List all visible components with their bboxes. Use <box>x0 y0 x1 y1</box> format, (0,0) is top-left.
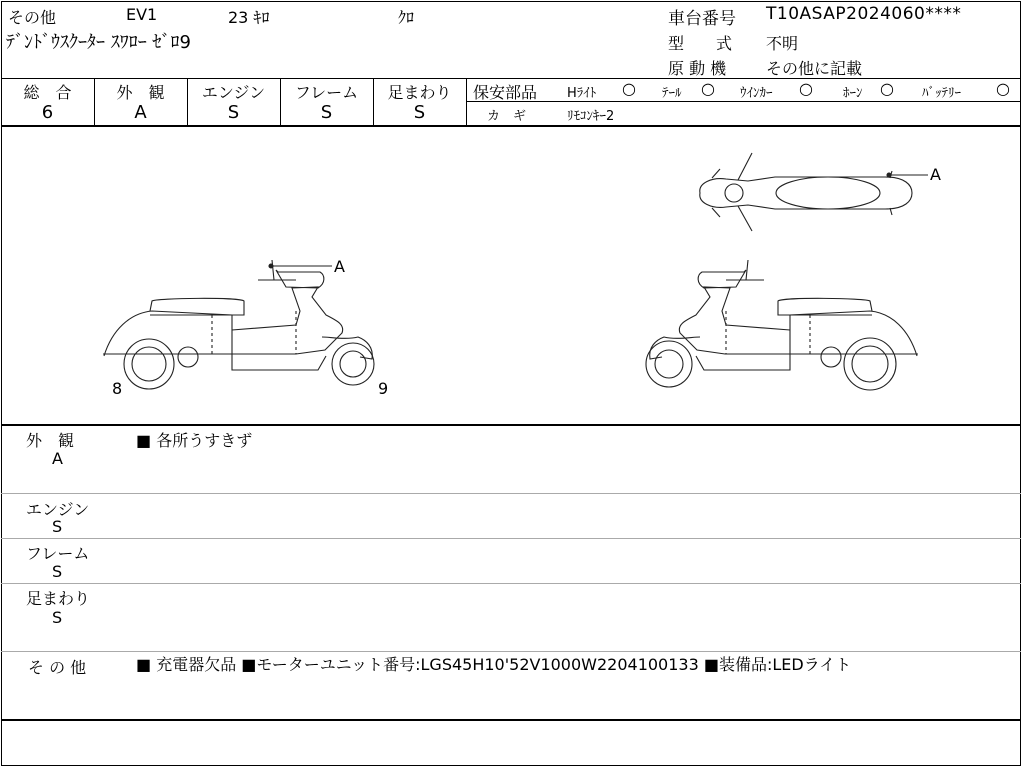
color: ｸﾛ <box>398 8 415 27</box>
safety-item-tail: ﾃｰﾙ <box>662 86 682 101</box>
grade-value-frame: S <box>320 102 333 123</box>
frame-no-value: T10ASAP2024060**** <box>766 4 962 24</box>
detail-bottom-border <box>1 719 1021 721</box>
mileage: 23 ｷﾛ <box>228 8 270 27</box>
safety-mark-headlight: ○ <box>622 79 636 98</box>
safety-item-winker: ｳｲﾝｶｰ <box>740 86 773 101</box>
model-code: EV1 <box>126 5 158 24</box>
grade-top-border <box>1 78 1021 79</box>
grade-value-suspension: S <box>413 102 426 123</box>
detail-label-suspension: 足まわり <box>26 589 91 608</box>
model-name: ﾃﾞﾝﾄﾞｳｽｸｰﾀｰ ｽﾜﾛｰ ｾﾞﾛ9 <box>6 32 191 53</box>
grade-label-suspension: 足まわり <box>387 83 452 102</box>
scooter-right-view <box>646 260 918 390</box>
grade-label-engine: エンジン <box>201 83 266 102</box>
type-label: 型 式 <box>668 34 733 53</box>
safety-mark-horn: ○ <box>880 79 894 98</box>
marker-9: 9 <box>378 379 389 398</box>
grade-col-divider <box>466 78 467 125</box>
detail-label-frame: フレーム <box>26 544 90 563</box>
grade-label-frame: フレーム <box>294 83 359 102</box>
marker-8: 8 <box>112 379 123 398</box>
scooter-diagram <box>0 125 1024 425</box>
detail-label-engine: エンジン <box>26 500 90 519</box>
engine-label: 原 動 機 <box>668 59 727 78</box>
safety-mark-winker: ○ <box>799 79 813 98</box>
type-value: 不明 <box>766 34 799 53</box>
safety-item-battery: ﾊﾞｯﾃﾘｰ <box>922 86 961 101</box>
grade-label-exterior: 外 観 <box>116 83 165 102</box>
scooter-top-view <box>700 153 912 231</box>
safety-mark-tail: ○ <box>701 79 715 98</box>
grade-value-engine: S <box>227 102 240 123</box>
detail-divider <box>1 651 1021 652</box>
marker-a1: A <box>334 257 345 276</box>
detail-grade-engine: S <box>52 517 63 536</box>
marker-a2: A <box>930 165 941 184</box>
other-label: そ の 他 <box>28 658 87 677</box>
safety-mark-battery: ○ <box>996 79 1010 98</box>
key-value: ﾘﾓｺﾝｷｰ2 <box>567 109 615 124</box>
engine-value: その他に記載 <box>766 59 863 78</box>
scooter-left-view <box>103 260 374 389</box>
detail-note-exterior: ■ 各所うすきず <box>136 431 253 450</box>
other-note: ■ 充電器欠品 ■モーターユニット番号:LGS45H10'52V1000W2204100133 ■装備品:LEDライト <box>136 655 852 674</box>
detail-divider <box>1 538 1021 539</box>
grade-label-overall: 総 合 <box>23 83 72 102</box>
detail-label-exterior: 外 観 <box>26 431 75 450</box>
grade-value-exterior: A <box>134 102 147 123</box>
detail-divider <box>1 493 1021 494</box>
safety-divider <box>467 101 1021 102</box>
detail-grade-frame: S <box>52 562 63 581</box>
detail-top-border <box>1 424 1021 426</box>
grade-value-overall: 6 <box>41 102 54 123</box>
detail-divider <box>1 583 1021 584</box>
safety-item-headlight: Hﾗｲﾄ <box>567 86 597 101</box>
safety-title: 保安部品 <box>473 83 538 102</box>
detail-grade-suspension: S <box>52 608 63 627</box>
frame-no-label: 車台番号 <box>668 9 736 29</box>
key-label: カ ギ <box>487 109 527 124</box>
safety-item-horn: ﾎｰﾝ <box>843 86 863 101</box>
detail-grade-exterior: A <box>52 449 63 468</box>
category: その他 <box>8 8 57 27</box>
